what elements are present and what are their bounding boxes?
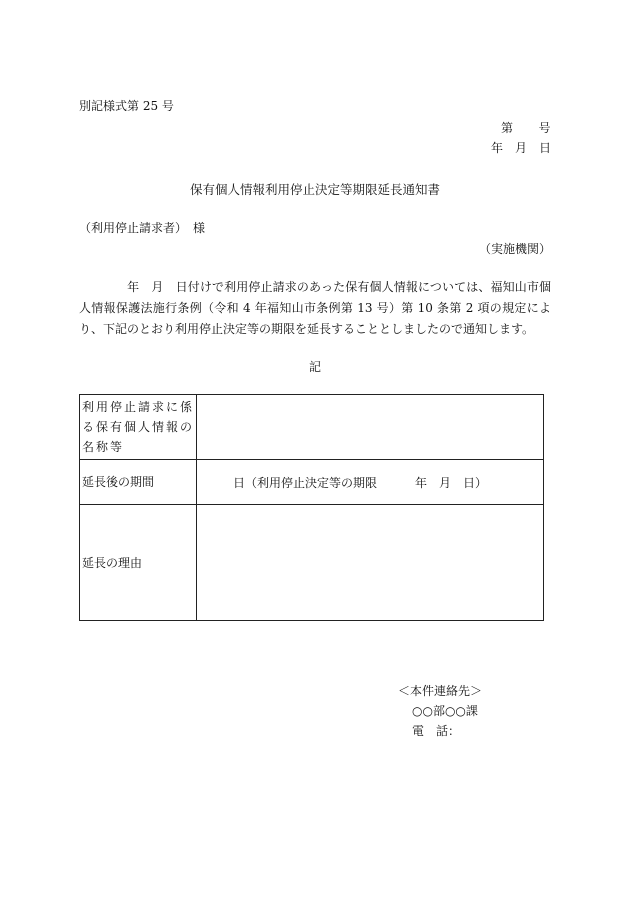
contact-title: ＜本件連絡先＞ [398, 684, 483, 698]
info-name-value [197, 395, 544, 460]
table-row [80, 460, 544, 505]
details-table [79, 394, 544, 621]
form-number: 別記様式第 25 号 [79, 99, 174, 113]
body-date-prefix: 年 月 日付けで [127, 280, 225, 294]
body-text: 利用停止請求のあった保有個人情報については、福知山市個人情報保護法施行条例（令和 4 年福知山市条例第 13 号）第 10 条第 2 項の規定により、下記のとおり利用停止決定等の期限を延長することとしましたので通知します。 [79, 280, 551, 336]
recipient: （利用停止請求者） 様 [79, 221, 206, 235]
extension-reason-label: 延長の理由 [80, 505, 197, 621]
period-day-text: 日（利用停止決定等の期限 [233, 475, 378, 490]
extension-reason-value [197, 505, 544, 621]
table-row [80, 395, 544, 460]
extended-period-label: 延長後の期間 [80, 460, 197, 505]
info-name-label: 利用停止請求に係る保有個人情報の名称等 [80, 395, 197, 460]
document-date: 年 月 日 [490, 141, 551, 155]
extended-period-value [197, 460, 544, 505]
issuing-agency: （実施機関） [478, 242, 551, 256]
notice-body [79, 277, 551, 340]
period-deadline-date: 年 月 日） [415, 475, 488, 490]
contact-telephone: 電 話： [412, 724, 461, 738]
contact-department: ○○部○○課 [412, 704, 478, 718]
document-title: 保有個人情報利用停止決定等期限延長通知書 [189, 182, 440, 197]
table-row [80, 505, 544, 621]
ki-heading: 記 [308, 360, 321, 374]
document-number: 第 号 [500, 121, 551, 135]
